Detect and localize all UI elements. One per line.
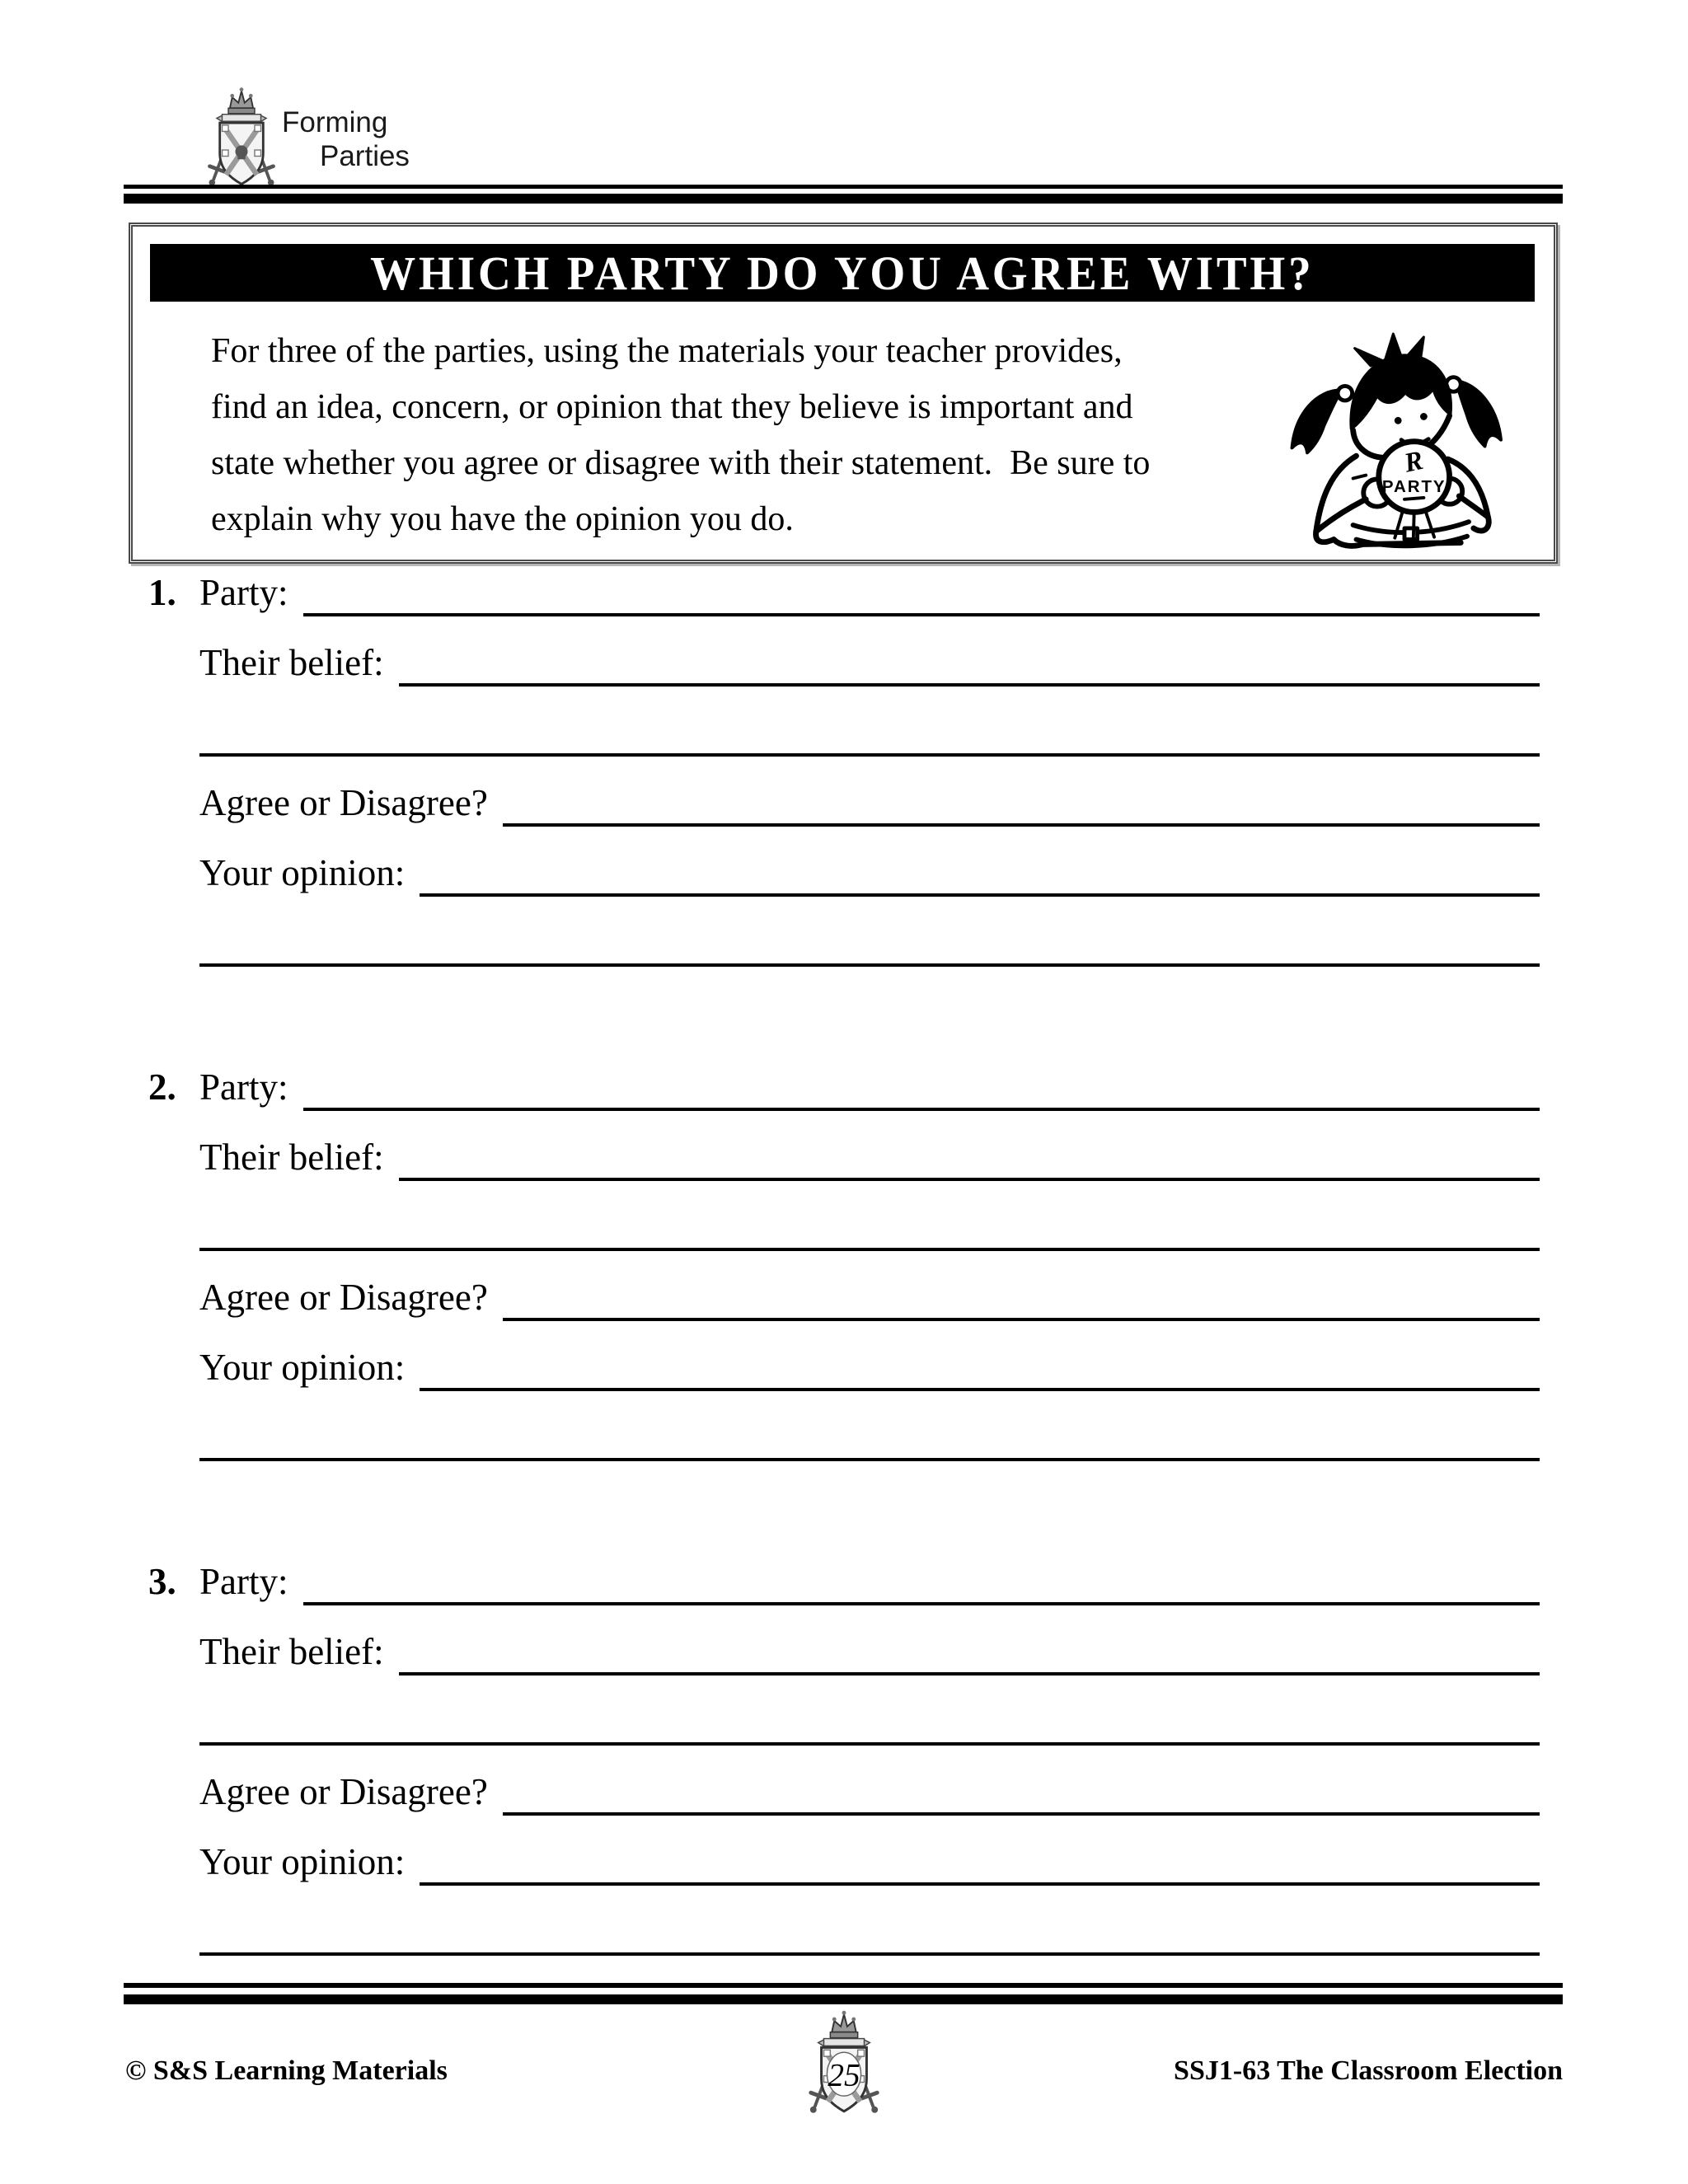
agree-label: Agree or Disagree? (199, 1277, 488, 1318)
question-block-1 (148, 546, 1540, 967)
opinion-row (148, 1816, 1540, 1886)
number-spacer (148, 1811, 199, 1816)
logo-wordmark (282, 105, 410, 173)
number-spacer (148, 962, 199, 967)
belief-label: Their belief: (199, 642, 384, 683)
belief-continuation-line[interactable] (199, 687, 1540, 757)
agree-answer-line[interactable] (503, 1251, 1540, 1321)
question-block-3 (148, 1535, 1540, 1956)
opinion-row (148, 1321, 1540, 1391)
agree-row (148, 757, 1540, 827)
badge-word: PARTY (1381, 477, 1447, 497)
page-title: WHICH PARTY DO YOU AGREE WITH? (370, 246, 1315, 300)
opinion-label: Your opinion: (199, 1347, 406, 1388)
footer-rule-thin (124, 1983, 1563, 1988)
party-label: Party: (199, 572, 288, 613)
question-number: 3. (148, 1561, 176, 1602)
instructions-line: find an idea, concern, or opinion that they believe is important and (211, 388, 1133, 426)
opinion-label: Your opinion: (199, 1841, 406, 1882)
question-number: 1. (148, 572, 176, 613)
title-bar (150, 244, 1535, 302)
opinion-continuation-line[interactable] (199, 897, 1540, 967)
number-spacer (148, 1456, 199, 1461)
opinion-answer-line[interactable] (420, 1816, 1540, 1886)
belief-continuation-line[interactable] (199, 1181, 1540, 1251)
belief-answer-line[interactable] (399, 1111, 1540, 1181)
opinion-answer-line[interactable] (420, 1321, 1540, 1391)
instructions-line: explain why you have the opinion you do. (211, 500, 794, 538)
continuation-row (148, 687, 1540, 757)
opinion-label: Your opinion: (199, 852, 406, 893)
belief-continuation-line[interactable] (199, 1675, 1540, 1746)
opinion-row (148, 827, 1540, 897)
agree-answer-line[interactable] (503, 757, 1540, 827)
opinion-continuation-line[interactable] (199, 1391, 1540, 1461)
party-answer-line[interactable] (303, 546, 1540, 616)
continuation-row (148, 897, 1540, 967)
party-answer-line[interactable] (303, 1041, 1540, 1111)
badge-letter: R (1401, 444, 1426, 479)
belief-label: Their belief: (199, 1137, 384, 1178)
number-spacer (148, 682, 199, 687)
instructions-line: For three of the parties, using the materials your teacher provides, (211, 332, 1123, 370)
party-answer-line[interactable] (303, 1535, 1540, 1605)
crest-logo-icon (203, 86, 280, 188)
instructions-line: state whether you agree or disagree with their statement. Be sure to (211, 444, 1151, 482)
footer-rule-thick (124, 1994, 1563, 2004)
continuation-row (148, 1181, 1540, 1251)
number-spacer (148, 822, 199, 827)
belief-answer-line[interactable] (399, 1605, 1540, 1675)
belief-row (148, 1605, 1540, 1675)
page-number-crest-icon (804, 2009, 884, 2115)
copyright-text: © S&S Learning Materials (125, 2055, 448, 2086)
agree-answer-line[interactable] (503, 1746, 1540, 1816)
opinion-continuation-line[interactable] (199, 1886, 1540, 1956)
agree-label: Agree or Disagree? (199, 782, 488, 823)
number-spacer (148, 1881, 199, 1886)
question-number: 2. (148, 1066, 176, 1108)
belief-row (148, 616, 1540, 687)
party-row (148, 1535, 1540, 1605)
continuation-row (148, 1391, 1540, 1461)
party-row (148, 1041, 1540, 1111)
header-rule-thin (124, 185, 1563, 189)
belief-row (148, 1111, 1540, 1181)
logo-line1: Forming (282, 106, 388, 138)
number-spacer (148, 1671, 199, 1675)
logo-line2: Parties (320, 140, 410, 172)
instructions (211, 323, 1150, 547)
opinion-answer-line[interactable] (420, 827, 1540, 897)
number-spacer (148, 1176, 199, 1181)
party-row (148, 546, 1540, 616)
number-spacer (148, 752, 199, 757)
number-spacer (148, 1741, 199, 1746)
number-spacer (148, 1316, 199, 1321)
number-spacer (148, 1951, 199, 1956)
agree-label: Agree or Disagree? (199, 1771, 488, 1812)
page-number: 25 (828, 2057, 860, 2093)
continuation-row (148, 1675, 1540, 1746)
product-code-text: SSJ1-63 The Classroom Election (1174, 2055, 1563, 2086)
continuation-row (148, 1886, 1540, 1956)
agree-row (148, 1746, 1540, 1816)
girl-with-party-button-illustration (1276, 308, 1533, 552)
belief-label: Their belief: (199, 1631, 384, 1672)
number-spacer (148, 1386, 199, 1391)
agree-row (148, 1251, 1540, 1321)
number-spacer (148, 892, 199, 897)
party-label: Party: (199, 1561, 288, 1602)
question-block-2 (148, 1041, 1540, 1461)
belief-answer-line[interactable] (399, 616, 1540, 687)
number-spacer (148, 1246, 199, 1251)
header-rule-thick (124, 194, 1563, 204)
party-label: Party: (199, 1066, 288, 1108)
